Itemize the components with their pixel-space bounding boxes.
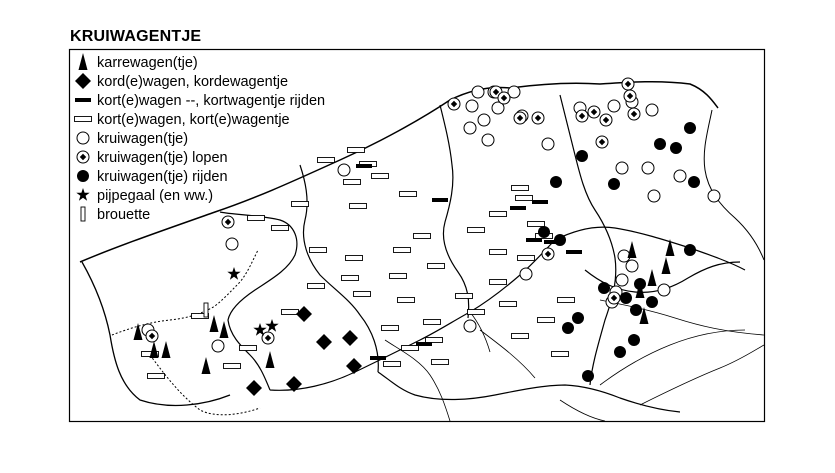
legend-label-kortewagentje: kort(e)wagen, kort(e)wagentje [97, 112, 290, 128]
border-thin-4 [470, 312, 535, 378]
region-outline [220, 212, 745, 390]
province-border-1 [440, 105, 469, 318]
legend-label-karrewagen: karrewagen(tje) [97, 55, 198, 71]
legend-open-circle-symbol [77, 132, 89, 144]
legend-label-kruiwagen: kruiwagen(tje) [97, 131, 189, 147]
region-south-border [378, 372, 680, 412]
legend-open-bar-symbol [75, 117, 92, 122]
legend-label-pijpegaal: pijpegaal (en ww.) [97, 188, 214, 204]
map-title: KRUIWAGENTJE [70, 28, 202, 45]
legend-star-symbol [76, 188, 89, 201]
diamond-markers [246, 306, 362, 396]
legend-thick-bar-symbol [75, 98, 91, 102]
legend-vertical-bar-symbol [81, 207, 85, 221]
legend-label-kruiwagen-lopen: kruiwagen(tje) lopen [97, 150, 228, 166]
legend-label-brouette: brouette [97, 207, 151, 223]
province-border-2 [300, 165, 378, 372]
triangle-markers [134, 239, 675, 374]
legend-label-kruiwagen-rijden: kruiwagen(tje) rijden [97, 169, 228, 185]
legend-label-kortwagen-rijden: kort(e)wagen --, kortwagentje rijden [97, 93, 326, 109]
vertical-bar-markers [204, 303, 208, 317]
legend-circle-dot-symbol [77, 151, 89, 163]
legend [75, 53, 326, 223]
legend-filled-circle-symbol [77, 170, 89, 182]
language-border [112, 250, 260, 415]
legend-triangle-symbol [79, 53, 88, 70]
star-markers [227, 267, 278, 336]
meuse-river [704, 110, 764, 260]
legend-diamond-symbol [75, 73, 91, 89]
legend-label-kordewagen: kord(e)wagen, kordewagentje [97, 74, 289, 90]
